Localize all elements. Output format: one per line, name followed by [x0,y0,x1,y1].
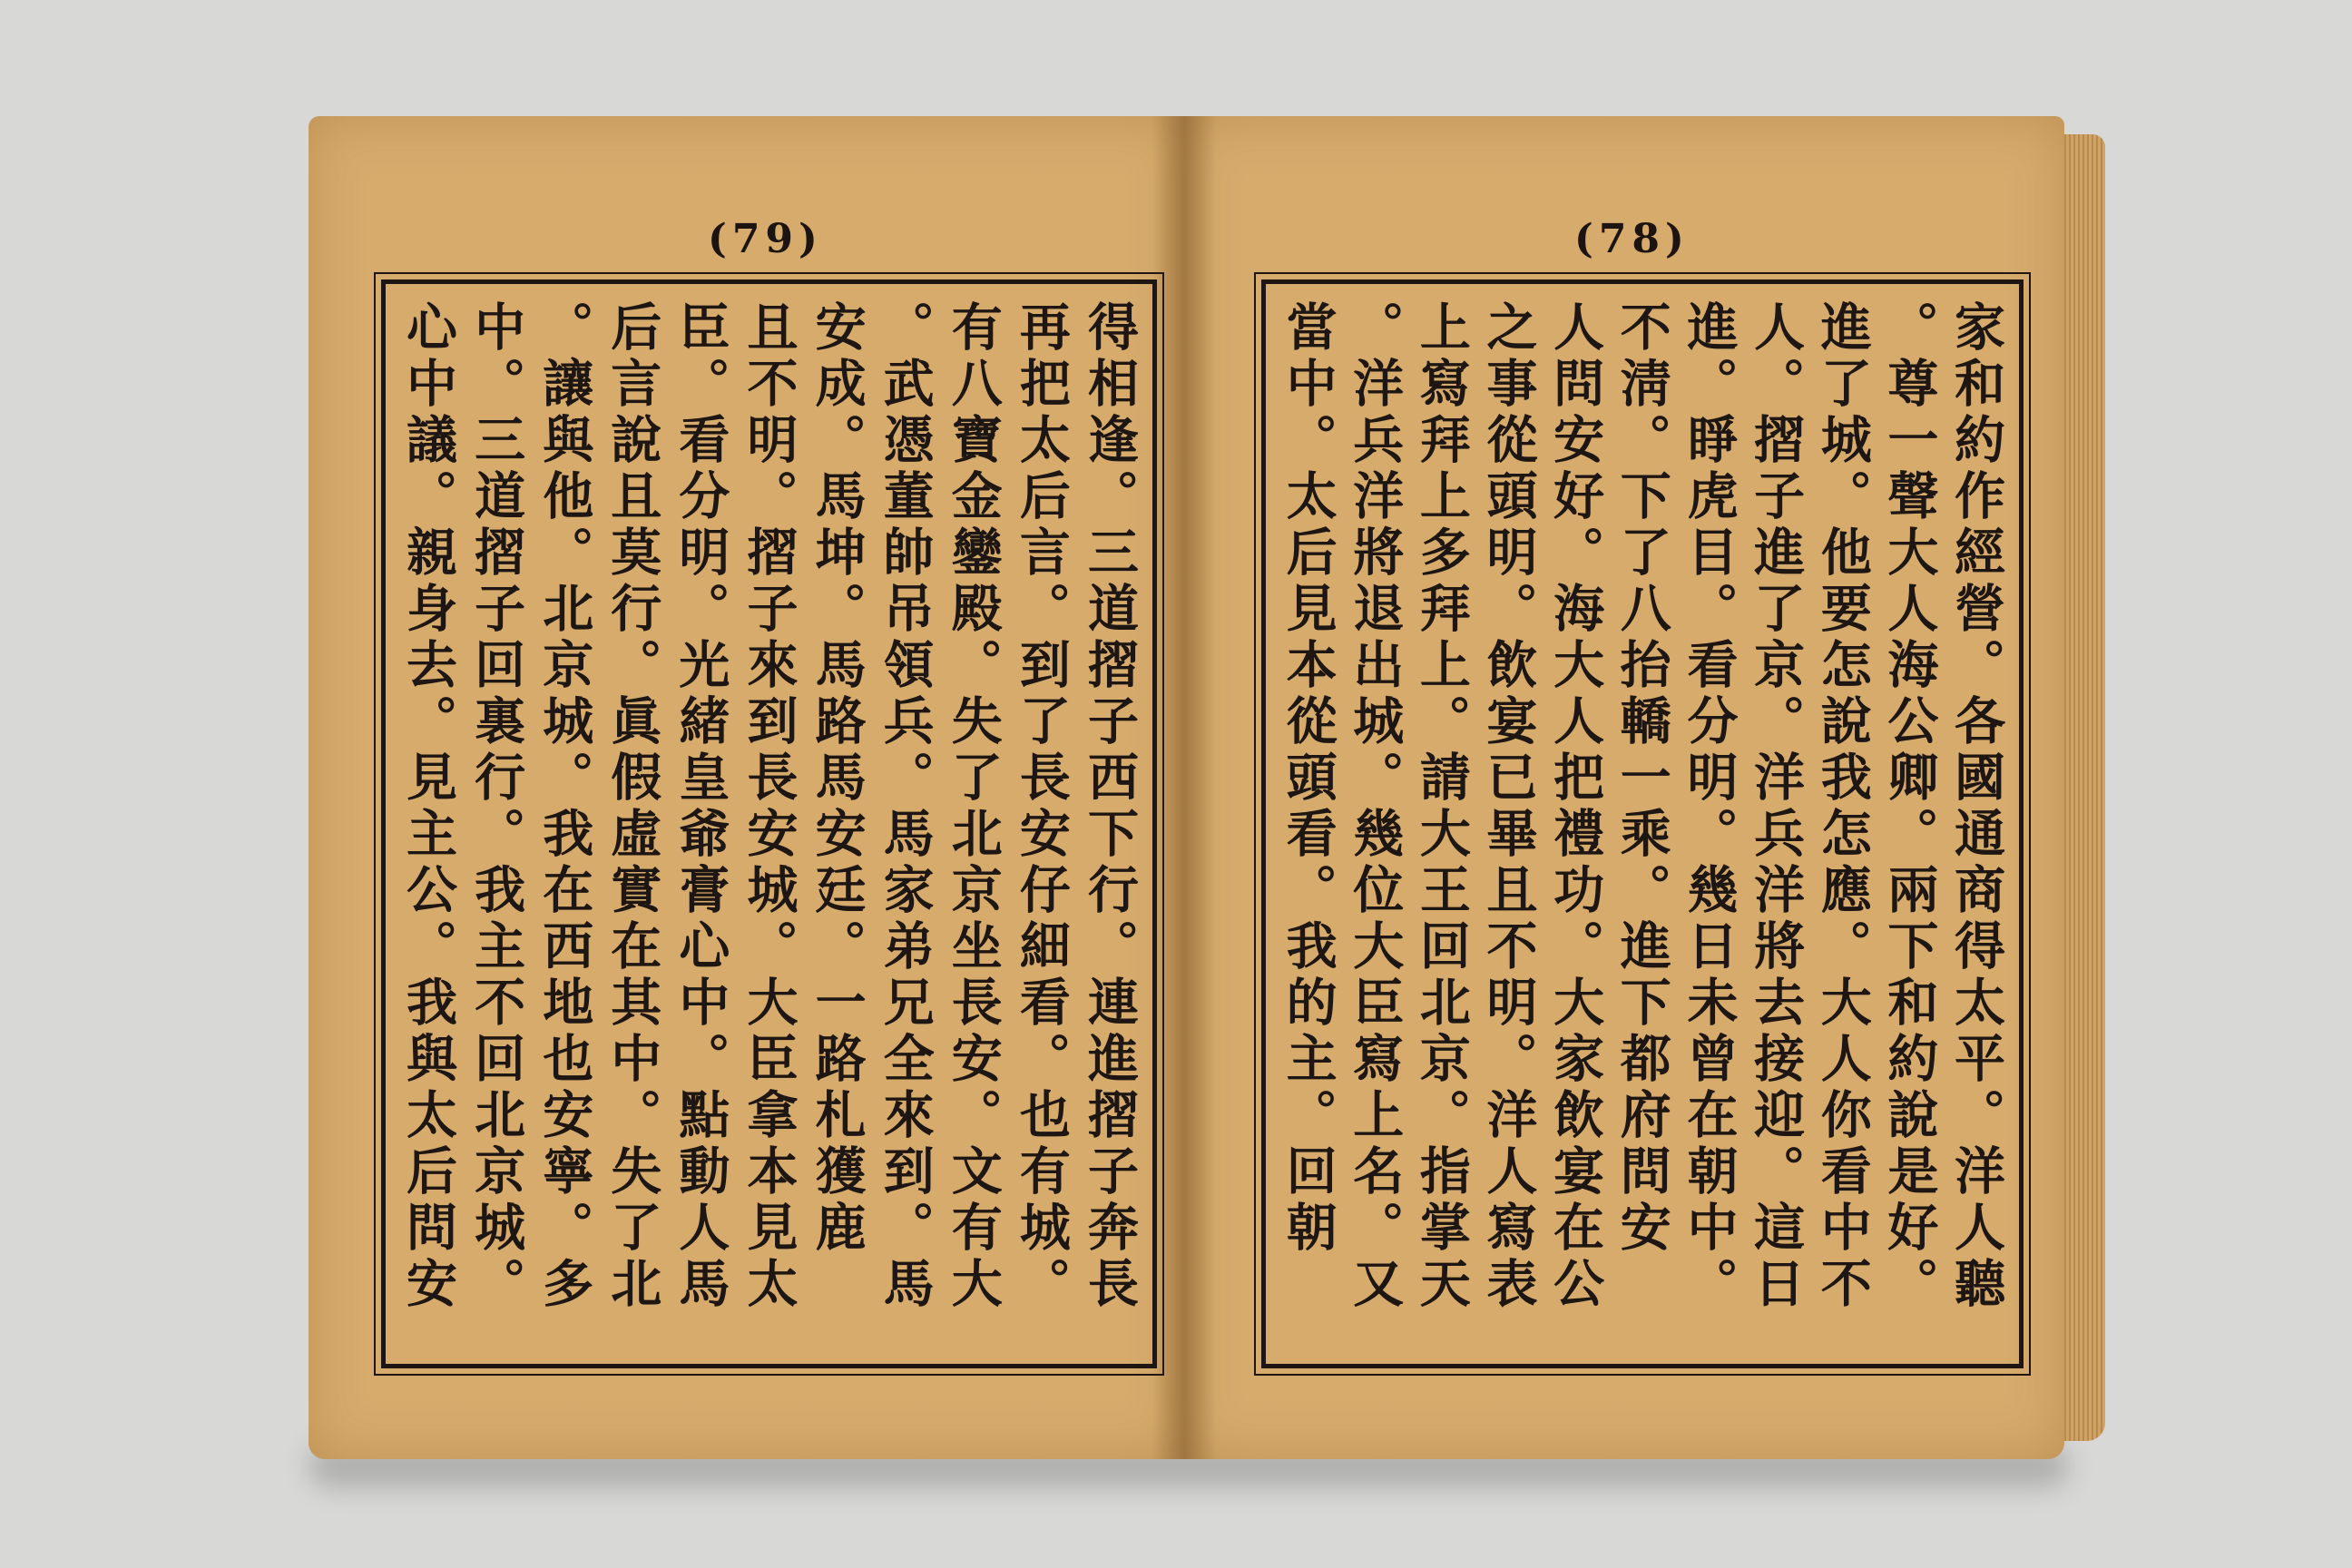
text-column: 中。三道摺子回裏行。我主不回北京城。 [466,300,527,1313]
text-column: 。尊一聲大人海公卿。兩下和約說是好。 [1879,300,1940,1313]
text-frame-right [1261,279,2024,1368]
text-columns-left [395,300,1143,1348]
text-column: 進了城。他要怎說我怎應。大人你看中不 [1812,300,1873,1313]
text-column: 且不明。摺子來到長安城。大臣拿本見太 [739,300,799,1313]
open-book [309,116,2105,1468]
text-column: 有八寶金鑾殿。失了北京坐長安。文有大 [943,300,1004,1313]
page-number-right: (78) [1574,216,1690,262]
book-gutter [1152,116,1216,1459]
text-column: 之事從頭明。飲宴已畢且不明。洋人寫表 [1478,300,1539,1313]
text-column: 當中。太后見本從頭看。我的主。回朝 [1278,300,1338,1257]
text-frame-left [381,279,1157,1368]
text-column: 家和約作經營。各國通商得太平。洋人聽 [1946,300,2006,1313]
page-number-left: (79) [708,216,823,262]
text-column: 得相逢。三道摺子西下行。連進摺子奔長 [1079,300,1140,1313]
page-edges [2062,134,2105,1441]
text-columns-right [1275,300,2010,1348]
text-column: 。洋兵洋將退出城。幾位大臣寫上名。又 [1345,300,1406,1313]
text-column: 。武憑董帥吊領兵。馬家弟兄全來到。馬 [875,300,936,1313]
text-column: 進。睜虎目。看分明。幾日未曾在朝中。 [1679,300,1740,1313]
text-column: 臣。看分明。光緒皇爺膏心中。點動人馬 [671,300,731,1313]
text-column: 上寫拜上多拜上。請大王回北京。指掌天 [1411,300,1472,1313]
text-column: 心中議。親身去。見主公。我與太后問安 [398,300,458,1313]
left-page [309,116,1184,1459]
text-column: 再把太后言。到了長安仔細看。也有城。 [1011,300,1072,1313]
text-column: 。讓與他。北京城。我在西地也安寧。多 [534,300,595,1313]
text-column: 不淸。下了八抬轎一乘。進下都府問安 [1612,300,1672,1257]
text-column: 后言說且莫行。眞假虛實在其中。失了北 [603,300,663,1313]
text-column: 人。摺子進了京。洋兵洋將去接迎。這日 [1746,300,1807,1313]
text-column: 安成。馬坤。馬路馬安廷。一路札獲鹿 [807,300,867,1257]
text-column: 人問安好。海大人把禮功。大家飲宴在公 [1545,300,1606,1313]
